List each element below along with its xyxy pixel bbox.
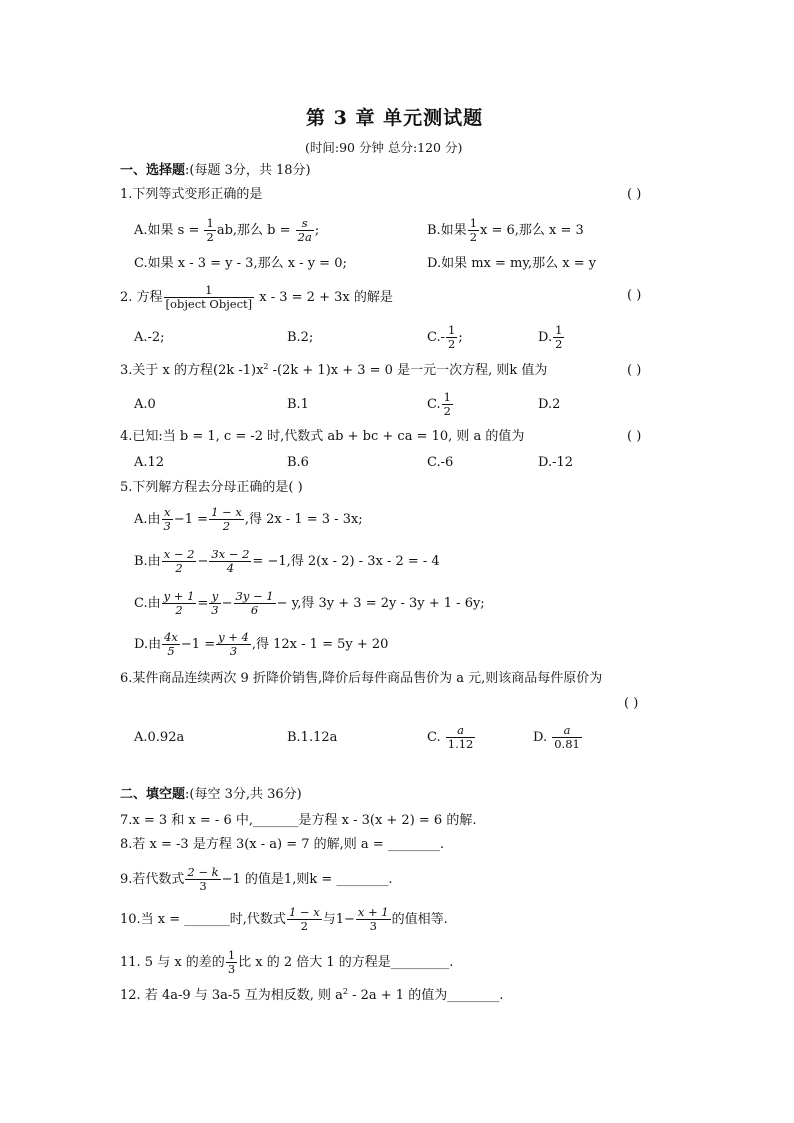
- page-title: 第 3 章 单元测试题: [306, 107, 484, 129]
- answer-paren: ( ): [627, 187, 642, 202]
- section-heading-fill: [120, 787, 302, 803]
- question-4-option-b: B.6: [287, 455, 309, 470]
- question-5-option-b: B.由 $\frac{x - 2}{2}$ − $\frac{3x - 2}{4}$ = −1,得 2(x - 2) - 3x - 2 = - 4: [134, 547, 440, 575]
- answer-paren: ( ): [624, 696, 639, 711]
- question-10: 10.当 x = _______时,代数式 $\frac{1 - x}{2}$ 与1− $\frac{x + 1}{3}$ 的值相等.: [120, 905, 448, 933]
- question-2-option-a: A.-2;: [134, 330, 165, 345]
- question-7: 7.x = 3 和 x = - 6 中,_______是方程 x - 3(x + 2) = 6 的解.: [120, 813, 477, 828]
- answer-paren: ( ): [627, 363, 642, 378]
- question-5-option-d: D.由 $\frac{4x}{5}$ −1 = $\frac{y + 4}{3}$ ,得 12x - 1 = 5y + 20: [134, 630, 389, 658]
- question-6-option-a: A.0.92a: [134, 730, 185, 745]
- question-6-stem: 6.某件商品连续两次 9 折降价销售,降价后每件商品售价为 a 元,则该商品每件原价为: [120, 671, 603, 686]
- question-6-option-c: C. $\frac{a}{1.12}$: [427, 723, 474, 751]
- question-3-stem: 3.关于 x 的方程(2k $-1)x^2$ -(2k + 1)x + 3 = 0 是一元一次方程, 则k 值为: [120, 362, 548, 378]
- section-note: :(每题 3分，共 18分): [185, 163, 311, 178]
- exam-info: (时间:90 分钟 总分:120 分): [305, 140, 463, 155]
- section-label: 一、选择题: [120, 163, 186, 178]
- section-label: 二、填空题: [120, 787, 186, 802]
- section-heading-choice: [120, 163, 311, 179]
- question-4-option-c: C.-6: [427, 455, 454, 470]
- question-5-option-c: C.由 $\frac{y + 1}{2}$ = $\frac{y}{3}$ − $\frac{3y - 1}{6}$ − y,得 3y + 3 = 2y - 3y + 1 - 6y;: [134, 589, 485, 617]
- question-4-stem: 4.已知:当 b = 1, c = -2 时,代数式 ab + bc + ca = 10, 则 a 的值为: [120, 429, 525, 444]
- question-3-option-d: D.2: [538, 397, 561, 412]
- question-4-option-d: D.-12: [538, 455, 574, 470]
- question-3-option-a: A.0: [134, 397, 156, 412]
- question-2-option-b: B.2;: [287, 330, 314, 345]
- question-9: 9.若代数式 $\frac{2 - k}{3}$ −1 的值是1,则k = ________.: [120, 865, 393, 893]
- question-1-stem: 1.下列等式变形正确的是: [120, 187, 263, 202]
- question-2-stem: 2. 方程 $\frac{1}{\text{[object Object]}}$ x - 3 = 2 + 3x 的解是: [120, 283, 393, 311]
- answer-paren: ( ): [627, 288, 642, 303]
- question-3-option-b: B.1: [287, 397, 309, 412]
- question-6-option-b: B.1.12a: [287, 730, 338, 745]
- question-8: 8.若 x = -3 是方程 3(x - a) = 7 的解,则 a = ________.: [120, 837, 444, 852]
- question-3-option-c: C. $\frac{1}{2}$: [427, 390, 451, 418]
- question-4-option-a: A.12: [134, 455, 165, 470]
- question-11: 11. 5 与 x 的差的 $\frac{1}{3}$ 比 x 的 2 倍大 1 的方程是_________.: [120, 948, 454, 976]
- question-5-option-a: A.由 $\frac{x}{3}$ −1 = $\frac{1 - x}{2}$ ,得 2x - 1 = 3 - 3x;: [134, 505, 363, 533]
- question-5-stem: 5.下列解方程去分母正确的是( ): [120, 480, 303, 495]
- question-1-option-c: C.如果 x - 3 = y - 3,那么 x - y = 0;: [134, 256, 347, 271]
- section-note: :(每空 3分,共 36分): [185, 787, 302, 802]
- question-6-option-d: D. $\frac{a}{0.81}$: [533, 723, 580, 751]
- question-1-option-a: A.如果 s = $\frac{1}{2}$ ab,那么 b = $\frac{s}{2a}$ ;: [134, 216, 320, 244]
- question-2-option-d: D. $\frac{1}{2}$: [538, 323, 563, 351]
- question-1-option-b: B.如果 $\frac{1}{2}$ x = 6,那么 x = 3: [427, 216, 584, 244]
- question-2-option-c: C.- $\frac{1}{2}$ ;: [427, 323, 463, 351]
- answer-paren: ( ): [627, 429, 642, 444]
- question-1-option-d: D.如果 mx = my,那么 x = y: [427, 256, 597, 271]
- question-12: 12. 若 4a-9 与 3a-5 互为相反数, 则 $a^2 - 2a + 1$ 的值为________.: [120, 987, 504, 1003]
